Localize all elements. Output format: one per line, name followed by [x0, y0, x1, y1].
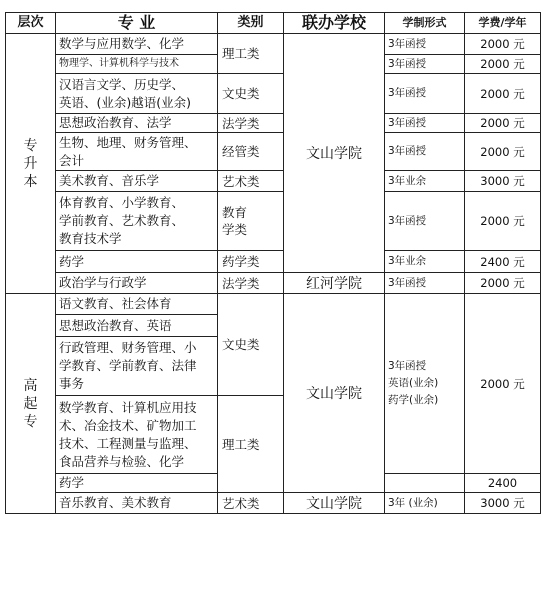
category-cell: 药学类	[218, 251, 284, 273]
tuition-table	[5, 12, 541, 514]
form-cell: 3年 (业余)	[385, 493, 465, 514]
category-cell: 文史类	[218, 74, 284, 114]
major-cell: 语文教育、社会体育	[56, 294, 218, 315]
category-cell: 艺术类	[218, 171, 284, 192]
school-cell: 红河学院	[284, 273, 385, 294]
fee-cell: 2400	[465, 474, 541, 493]
major-cell: 行政管理、财务管理、小 学教育、学前教育、法律 事务	[56, 337, 218, 396]
major-cell: 生物、地理、财务管理、 会计	[56, 133, 218, 171]
level-cell-gqz: 高起专	[6, 294, 56, 514]
fee-cell: 2000 元	[465, 55, 541, 74]
form-cell: 3年业余	[385, 171, 465, 192]
major-cell: 美术教育、音乐学	[56, 171, 218, 192]
form-cell: 3年函授 英语(业余) 药学(业余)	[385, 294, 465, 474]
major-cell: 思想政治教育、英语	[56, 315, 218, 337]
school-cell: 文山学院	[284, 294, 385, 493]
category-cell: 文史类	[218, 294, 284, 396]
table-row	[6, 133, 541, 171]
major-cell: 药学	[56, 251, 218, 273]
fee-cell: 2000 元	[465, 74, 541, 114]
form-cell: 3年函授	[385, 34, 465, 55]
table-row	[6, 493, 541, 514]
table-row	[6, 171, 541, 192]
level-cell-zsb: 专升本	[6, 34, 56, 294]
category-cell: 艺术类	[218, 493, 284, 514]
header-fee: 学费/学年	[465, 13, 541, 34]
fee-cell: 2000 元	[465, 273, 541, 294]
major-cell: 思想政治教育、法学	[56, 114, 218, 133]
table-row	[6, 74, 541, 114]
category-cell: 经管类	[218, 133, 284, 171]
form-cell: 3年函授	[385, 273, 465, 294]
major-cell: 药学	[56, 474, 218, 493]
fee-cell: 3000 元	[465, 493, 541, 514]
header-school: 联办学校	[284, 13, 385, 34]
form-cell: 3年函授	[385, 55, 465, 74]
category-cell: 理工类	[218, 34, 284, 74]
form-cell: 3年函授	[385, 114, 465, 133]
header-level: 层次	[6, 13, 56, 34]
table-row	[6, 273, 541, 294]
fee-cell: 3000 元	[465, 171, 541, 192]
form-cell	[385, 474, 465, 493]
fee-cell: 2400 元	[465, 251, 541, 273]
major-cell: 数学与应用数学、化学	[56, 34, 218, 55]
school-cell: 文山学院	[284, 34, 385, 273]
fee-cell: 2000 元	[465, 133, 541, 171]
fee-cell: 2000 元	[465, 114, 541, 133]
table-row	[6, 114, 541, 133]
table-row	[6, 34, 541, 55]
category-cell: 法学类	[218, 114, 284, 133]
major-cell: 汉语言文学、历史学、 英语、(业余)越语(业余)	[56, 74, 218, 114]
fee-cell: 2000 元	[465, 294, 541, 474]
table-row	[6, 251, 541, 273]
school-cell: 文山学院	[284, 493, 385, 514]
header-row	[6, 13, 541, 34]
major-cell: 体育教育、小学教育、 学前教育、艺术教育、 教育技术学	[56, 192, 218, 251]
major-cell: 政治学与行政学	[56, 273, 218, 294]
form-cell: 3年函授	[385, 74, 465, 114]
fee-cell: 2000 元	[465, 34, 541, 55]
fee-cell: 2000 元	[465, 192, 541, 251]
form-cell: 3年函授	[385, 133, 465, 171]
table-row	[6, 192, 541, 251]
category-cell: 法学类	[218, 273, 284, 294]
header-form: 学制形式	[385, 13, 465, 34]
form-cell: 3年函授	[385, 192, 465, 251]
major-cell: 数学教育、计算机应用技 术、冶金技术、矿物加工 技术、工程测量与监理、 食品营养与检验、化学	[56, 396, 218, 474]
major-cell: 物理学、计算机科学与技术	[56, 55, 218, 74]
category-cell: 教育 学类	[218, 192, 284, 251]
major-cell: 音乐教育、美术教育	[56, 493, 218, 514]
table-row	[6, 294, 541, 315]
form-cell: 3年业余	[385, 251, 465, 273]
header-major: 专 业	[56, 13, 218, 34]
header-category: 类别	[218, 13, 284, 34]
category-cell: 理工类	[218, 396, 284, 493]
